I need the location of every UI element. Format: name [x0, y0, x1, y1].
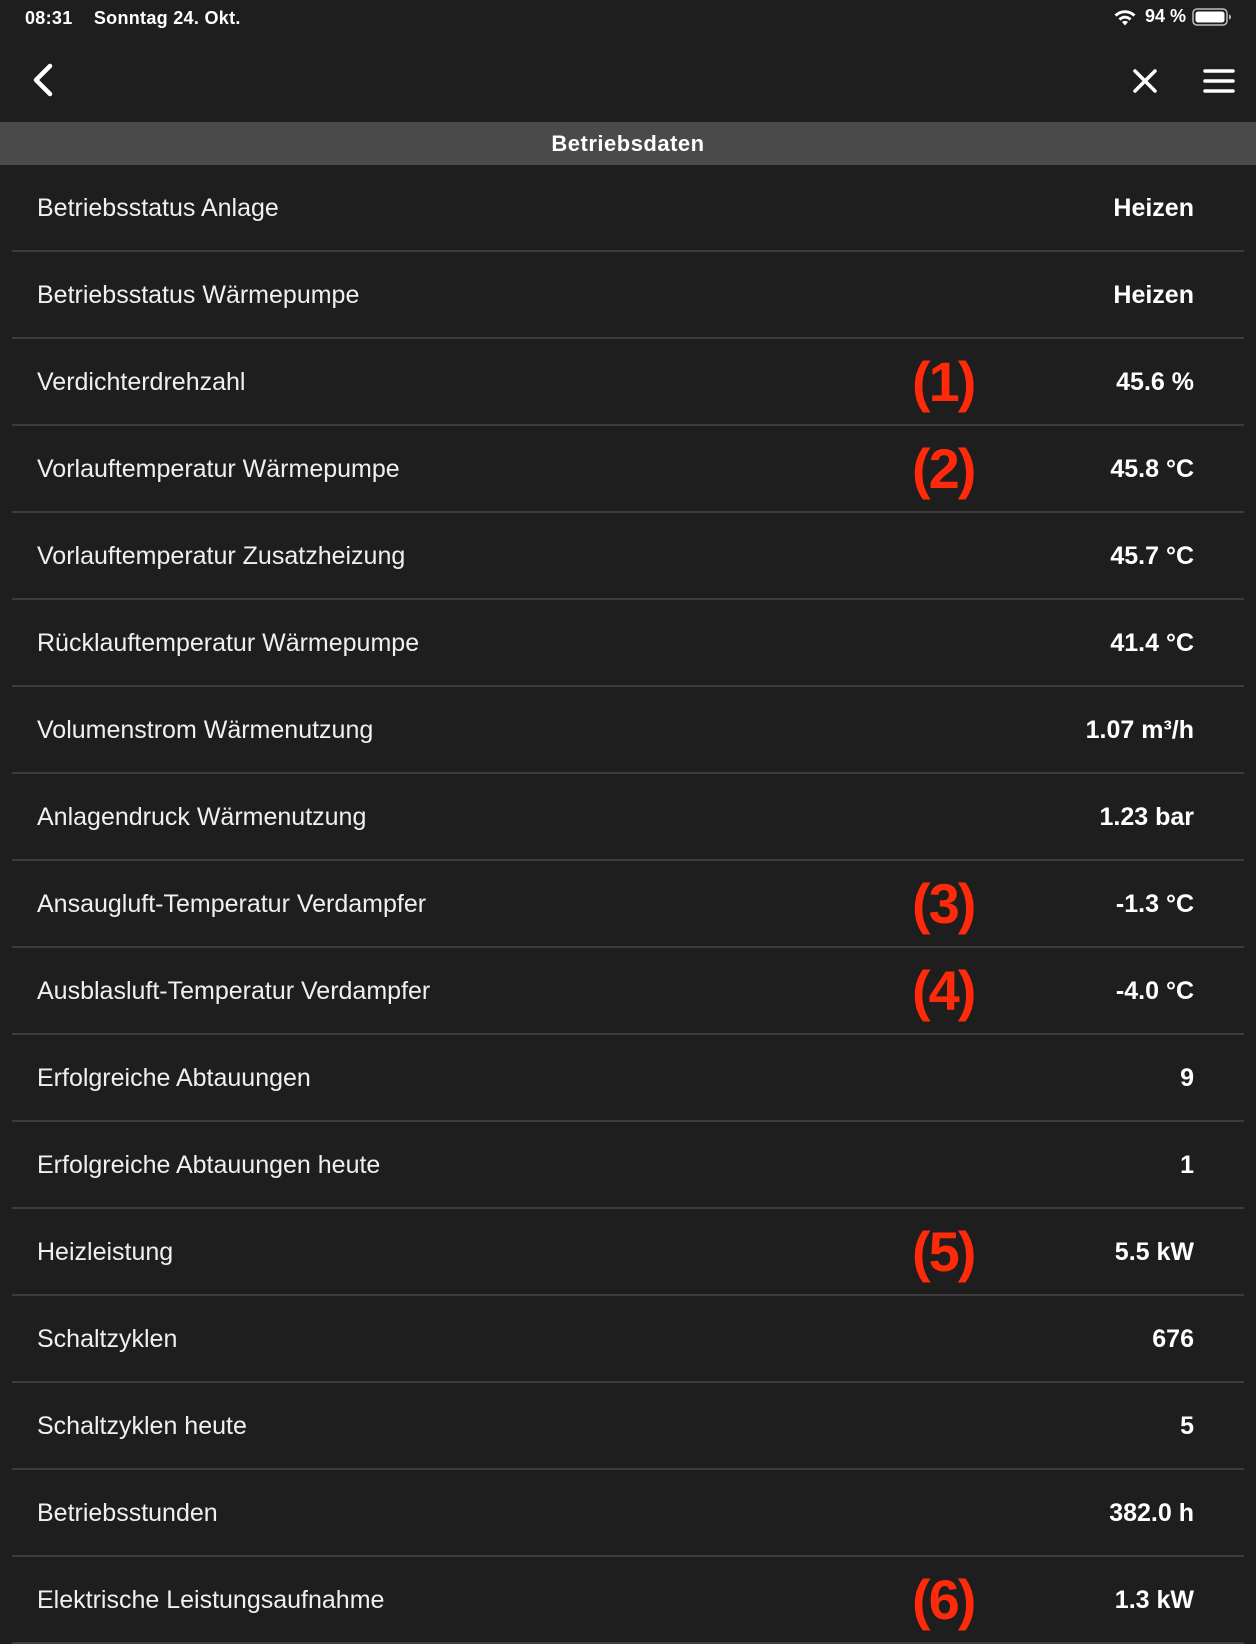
- row-value: 45.8 °C: [1110, 455, 1194, 483]
- row-label: Ausblasluft-Temperatur Verdampfer: [37, 977, 431, 1005]
- data-row-13[interactable]: [12, 1209, 1244, 1296]
- row-value: 676: [1152, 1325, 1194, 1353]
- data-row-8[interactable]: [12, 774, 1244, 861]
- row-label: Volumenstrom Wärmenutzung: [37, 716, 374, 744]
- close-icon[interactable]: [1130, 66, 1160, 96]
- row-label: Betriebsstatus Anlage: [37, 194, 279, 222]
- status-right: [1113, 6, 1232, 27]
- annotation-marker: (4): [912, 959, 975, 1022]
- row-label: Schaltzyklen: [37, 1325, 178, 1353]
- row-value: 1: [1180, 1151, 1194, 1179]
- row-label: Anlagendruck Wärmenutzung: [37, 803, 367, 831]
- annotation-marker: (2): [912, 437, 975, 500]
- wifi-icon: [1113, 7, 1137, 27]
- row-value: -4.0 °C: [1115, 977, 1194, 1005]
- row-value: Heizen: [1113, 194, 1194, 222]
- row-value: 1.07 m³/h: [1085, 716, 1194, 744]
- row-value: 1.3 kW: [1114, 1586, 1194, 1614]
- row-value: 45.6 %: [1116, 368, 1194, 396]
- row-label: Vorlauftemperatur Zusatzheizung: [37, 542, 406, 570]
- battery-percent: 94 %: [1144, 6, 1186, 26]
- section-title: Betriebsdaten: [0, 122, 1256, 165]
- row-label: Elektrische Leistungsaufnahme: [37, 1586, 385, 1614]
- row-value: 9: [1180, 1064, 1194, 1092]
- data-row-5[interactable]: [12, 513, 1244, 600]
- data-row-14[interactable]: [12, 1296, 1244, 1383]
- row-label: Erfolgreiche Abtauungen heute: [37, 1151, 381, 1179]
- data-row-1[interactable]: [12, 165, 1244, 252]
- data-row-10[interactable]: [12, 948, 1244, 1035]
- data-row-17[interactable]: [12, 1557, 1244, 1644]
- data-row-11[interactable]: [12, 1035, 1244, 1122]
- row-label: Schaltzyklen heute: [37, 1412, 247, 1440]
- status-bar: [0, 0, 1256, 40]
- row-label: Heizleistung: [37, 1238, 174, 1266]
- row-label: Vorlauftemperatur Wärmepumpe: [37, 455, 400, 483]
- row-label: Rücklauftemperatur Wärmepumpe: [37, 629, 420, 657]
- data-row-9[interactable]: [12, 861, 1244, 948]
- status-date: Sonntag 24. Okt.: [93, 8, 241, 28]
- row-value: 41.4 °C: [1110, 629, 1194, 657]
- hamburger-menu-icon[interactable]: [1203, 66, 1235, 96]
- data-row-2[interactable]: [12, 252, 1244, 339]
- data-row-6[interactable]: [12, 600, 1244, 687]
- data-row-7[interactable]: [12, 687, 1244, 774]
- annotation-marker: (6): [912, 1568, 975, 1631]
- row-value: 5: [1180, 1412, 1194, 1440]
- data-row-12[interactable]: [12, 1122, 1244, 1209]
- row-value: 1.23 bar: [1099, 803, 1194, 831]
- row-value: 382.0 h: [1109, 1499, 1194, 1527]
- row-label: Verdichterdrehzahl: [37, 368, 246, 396]
- row-label: Betriebsstatus Wärmepumpe: [37, 281, 360, 309]
- battery-icon: [1192, 7, 1232, 27]
- row-value: Heizen: [1113, 281, 1194, 309]
- row-value: 5.5 kW: [1114, 1238, 1194, 1266]
- row-value: -1.3 °C: [1115, 890, 1194, 918]
- status-left: [25, 8, 241, 29]
- chevron-left-icon[interactable]: [28, 60, 58, 100]
- row-label: Betriebsstunden: [37, 1499, 218, 1527]
- row-value: 45.7 °C: [1110, 542, 1194, 570]
- row-label: Ansaugluft-Temperatur Verdampfer: [37, 890, 427, 918]
- nav-bar: [0, 40, 1256, 122]
- annotation-marker: (1): [912, 350, 975, 413]
- data-row-16[interactable]: [12, 1470, 1244, 1557]
- data-row-3[interactable]: [12, 339, 1244, 426]
- status-time: 08:31: [25, 8, 73, 28]
- data-row-15[interactable]: [12, 1383, 1244, 1470]
- annotation-marker: (3): [912, 872, 975, 935]
- data-row-4[interactable]: [12, 426, 1244, 513]
- data-list: [12, 165, 1244, 1644]
- row-label: Erfolgreiche Abtauungen: [37, 1064, 311, 1092]
- annotation-marker: (5): [912, 1220, 975, 1283]
